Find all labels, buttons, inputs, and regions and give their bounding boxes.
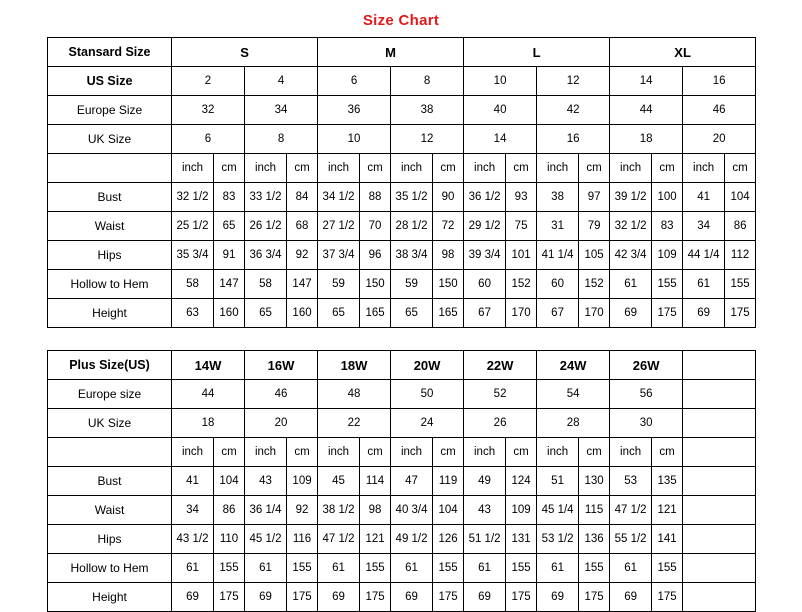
- cell: 68: [287, 212, 318, 241]
- cell: 65: [391, 299, 433, 328]
- cell: 55 1/2: [610, 525, 652, 554]
- cell: 69: [537, 583, 579, 612]
- cell: 32: [172, 96, 245, 125]
- cell: 59: [391, 270, 433, 299]
- standard-size-table: [47, 37, 756, 328]
- cell: 41: [683, 183, 725, 212]
- cell: 58: [245, 270, 287, 299]
- table-row-units: [48, 438, 756, 467]
- plus-size-table-wrap: [0, 350, 802, 612]
- cell: 40: [464, 96, 537, 125]
- cell: 47 1/2: [610, 496, 652, 525]
- cell: 12: [391, 125, 464, 154]
- cell: 60: [537, 270, 579, 299]
- cell: 165: [433, 299, 464, 328]
- cell: 155: [652, 270, 683, 299]
- cell: 175: [360, 583, 391, 612]
- row-spacer: [683, 554, 756, 583]
- unit-cell: cm: [287, 438, 318, 467]
- cell: 39 3/4: [464, 241, 506, 270]
- table-spacer: [0, 328, 802, 350]
- cell: 32 1/2: [610, 212, 652, 241]
- cell: 36 3/4: [245, 241, 287, 270]
- row-label-us-size: US Size: [48, 67, 172, 96]
- cell: 8: [245, 125, 318, 154]
- cell: 150: [433, 270, 464, 299]
- plus-group-18w: 18W: [318, 351, 391, 380]
- cell: 36 1/2: [464, 183, 506, 212]
- cell: 83: [214, 183, 245, 212]
- standard-header-label: Stansard Size: [48, 38, 172, 67]
- cell: 53: [610, 467, 652, 496]
- cell: 152: [579, 270, 610, 299]
- cell: 37 3/4: [318, 241, 360, 270]
- cell: 2: [172, 67, 245, 96]
- cell: 75: [506, 212, 537, 241]
- cell: 18: [172, 409, 245, 438]
- table-row: [48, 299, 756, 328]
- unit-cell: inch: [245, 154, 287, 183]
- cell: 4: [245, 67, 318, 96]
- cell: 61: [610, 554, 652, 583]
- row-label-height: Height: [48, 583, 172, 612]
- cell: 155: [214, 554, 245, 583]
- table-row: [48, 241, 756, 270]
- unit-cell: cm: [214, 154, 245, 183]
- unit-cell: inch: [318, 154, 360, 183]
- row-label-uk-size: UK Size: [48, 125, 172, 154]
- cell: 155: [287, 554, 318, 583]
- cell: 116: [287, 525, 318, 554]
- table-row-units: [48, 154, 756, 183]
- unit-cell: inch: [245, 438, 287, 467]
- cell: 61: [391, 554, 433, 583]
- unit-cell: cm: [214, 438, 245, 467]
- cell: 65: [245, 299, 287, 328]
- cell: 155: [652, 554, 683, 583]
- cell: 61: [610, 270, 652, 299]
- cell: 175: [652, 583, 683, 612]
- table-row: [48, 67, 756, 96]
- unit-cell: inch: [537, 438, 579, 467]
- plus-group-20w: 20W: [391, 351, 464, 380]
- plus-header-label: Plus Size(US): [48, 351, 172, 380]
- cell: 61: [683, 270, 725, 299]
- cell: 47: [391, 467, 433, 496]
- cell: 155: [725, 270, 756, 299]
- table-row: [48, 125, 756, 154]
- plus-group-16w: 16W: [245, 351, 318, 380]
- size-group-l: L: [464, 38, 610, 67]
- row-label-uk-size: UK Size: [48, 409, 172, 438]
- table-row: [48, 496, 756, 525]
- cell: 53 1/2: [537, 525, 579, 554]
- cell: 58: [172, 270, 214, 299]
- cell: 69: [172, 583, 214, 612]
- table-row: [48, 183, 756, 212]
- row-spacer: [683, 496, 756, 525]
- plus-group-14w: 14W: [172, 351, 245, 380]
- cell: 104: [725, 183, 756, 212]
- cell: 59: [318, 270, 360, 299]
- cell: 43: [245, 467, 287, 496]
- cell: 25 1/2: [172, 212, 214, 241]
- cell: 141: [652, 525, 683, 554]
- cell: 12: [537, 67, 610, 96]
- table-row: [48, 96, 756, 125]
- row-label-waist: Waist: [48, 496, 172, 525]
- cell: 124: [506, 467, 537, 496]
- cell: 22: [318, 409, 391, 438]
- cell: 51 1/2: [464, 525, 506, 554]
- cell: 110: [214, 525, 245, 554]
- cell: 69: [610, 583, 652, 612]
- cell: 41 1/4: [537, 241, 579, 270]
- table-row: [48, 554, 756, 583]
- cell: 32 1/2: [172, 183, 214, 212]
- cell: 105: [579, 241, 610, 270]
- unit-cell: cm: [360, 438, 391, 467]
- cell: 175: [506, 583, 537, 612]
- unit-cell: inch: [683, 154, 725, 183]
- cell: 44: [610, 96, 683, 125]
- cell: 130: [579, 467, 610, 496]
- cell: 20: [245, 409, 318, 438]
- cell: 45: [318, 467, 360, 496]
- cell: 18: [610, 125, 683, 154]
- row-label-bust: Bust: [48, 183, 172, 212]
- cell: 170: [579, 299, 610, 328]
- cell: 49: [464, 467, 506, 496]
- table-row-header: [48, 351, 756, 380]
- unit-cell: cm: [579, 438, 610, 467]
- cell: 72: [433, 212, 464, 241]
- cell: 112: [725, 241, 756, 270]
- cell: 8: [391, 67, 464, 96]
- cell: 44: [172, 380, 245, 409]
- unit-cell: inch: [464, 438, 506, 467]
- cell: 98: [360, 496, 391, 525]
- cell: 50: [391, 380, 464, 409]
- row-label-hollow-to-hem: Hollow to Hem: [48, 554, 172, 583]
- cell: 155: [579, 554, 610, 583]
- cell: 69: [464, 583, 506, 612]
- cell: 150: [360, 270, 391, 299]
- cell: 170: [506, 299, 537, 328]
- plus-group-22w: 22W: [464, 351, 537, 380]
- cell: 101: [506, 241, 537, 270]
- table-row-header: [48, 38, 756, 67]
- row-spacer: [683, 467, 756, 496]
- cell: 33 1/2: [245, 183, 287, 212]
- cell: 93: [506, 183, 537, 212]
- unit-cell: cm: [433, 154, 464, 183]
- cell: 16: [683, 67, 756, 96]
- cell: 34: [245, 96, 318, 125]
- unit-cell: cm: [506, 154, 537, 183]
- plus-group-24w: 24W: [537, 351, 610, 380]
- cell: 175: [725, 299, 756, 328]
- cell: 20: [683, 125, 756, 154]
- cell: 70: [360, 212, 391, 241]
- cell: 38 3/4: [391, 241, 433, 270]
- cell: 109: [652, 241, 683, 270]
- cell: 100: [652, 183, 683, 212]
- cell: 46: [683, 96, 756, 125]
- cell: 175: [433, 583, 464, 612]
- row-spacer: [683, 409, 756, 438]
- cell: 56: [610, 380, 683, 409]
- cell: 49 1/2: [391, 525, 433, 554]
- cell: 47 1/2: [318, 525, 360, 554]
- cell: 152: [506, 270, 537, 299]
- cell: 114: [360, 467, 391, 496]
- cell: 135: [652, 467, 683, 496]
- row-label-europe-size: Europe Size: [48, 96, 172, 125]
- row-spacer: [683, 583, 756, 612]
- row-label-hips: Hips: [48, 241, 172, 270]
- cell: 69: [610, 299, 652, 328]
- unit-row-label: [48, 438, 172, 467]
- cell: 51: [537, 467, 579, 496]
- table-row: [48, 525, 756, 554]
- cell: 155: [506, 554, 537, 583]
- cell: 61: [318, 554, 360, 583]
- cell: 54: [537, 380, 610, 409]
- table-row: [48, 467, 756, 496]
- cell: 52: [464, 380, 537, 409]
- cell: 69: [683, 299, 725, 328]
- size-group-xl: XL: [610, 38, 756, 67]
- cell: 131: [506, 525, 537, 554]
- unit-cell: cm: [652, 154, 683, 183]
- cell: 104: [214, 467, 245, 496]
- cell: 88: [360, 183, 391, 212]
- cell: 175: [287, 583, 318, 612]
- cell: 65: [318, 299, 360, 328]
- cell: 40 3/4: [391, 496, 433, 525]
- unit-cell: cm: [506, 438, 537, 467]
- cell: 97: [579, 183, 610, 212]
- table-row: [48, 380, 756, 409]
- cell: 165: [360, 299, 391, 328]
- cell: 44 1/4: [683, 241, 725, 270]
- unit-cell: cm: [725, 154, 756, 183]
- cell: 28: [537, 409, 610, 438]
- table-row: [48, 270, 756, 299]
- cell: 147: [287, 270, 318, 299]
- cell: 92: [287, 241, 318, 270]
- cell: 109: [287, 467, 318, 496]
- cell: 45 1/2: [245, 525, 287, 554]
- cell: 121: [652, 496, 683, 525]
- cell: 104: [433, 496, 464, 525]
- cell: 27 1/2: [318, 212, 360, 241]
- cell: 136: [579, 525, 610, 554]
- cell: 34: [172, 496, 214, 525]
- cell: 30: [610, 409, 683, 438]
- cell: 98: [433, 241, 464, 270]
- cell: 69: [245, 583, 287, 612]
- table-row: [48, 583, 756, 612]
- plus-size-table: [47, 350, 756, 612]
- cell: 79: [579, 212, 610, 241]
- cell: 39 1/2: [610, 183, 652, 212]
- cell: 35 3/4: [172, 241, 214, 270]
- cell: 26: [464, 409, 537, 438]
- cell: 160: [214, 299, 245, 328]
- cell: 31: [537, 212, 579, 241]
- table-row: [48, 212, 756, 241]
- cell: 48: [318, 380, 391, 409]
- cell: 34: [683, 212, 725, 241]
- cell: 28 1/2: [391, 212, 433, 241]
- row-label-europe-size: Europe size: [48, 380, 172, 409]
- cell: 46: [245, 380, 318, 409]
- cell: 36 1/4: [245, 496, 287, 525]
- unit-cell: cm: [433, 438, 464, 467]
- unit-cell: inch: [610, 438, 652, 467]
- cell: 14: [464, 125, 537, 154]
- row-label-height: Height: [48, 299, 172, 328]
- cell: 61: [537, 554, 579, 583]
- cell: 63: [172, 299, 214, 328]
- cell: 67: [537, 299, 579, 328]
- cell: 69: [391, 583, 433, 612]
- cell: 43 1/2: [172, 525, 214, 554]
- cell: 160: [287, 299, 318, 328]
- cell: 61: [245, 554, 287, 583]
- table-row: [48, 409, 756, 438]
- cell: 43: [464, 496, 506, 525]
- cell: 10: [318, 125, 391, 154]
- cell: 14: [610, 67, 683, 96]
- cell: 91: [214, 241, 245, 270]
- plus-size-table-body: [48, 351, 756, 612]
- cell: 67: [464, 299, 506, 328]
- unit-cell: inch: [172, 438, 214, 467]
- cell: 109: [506, 496, 537, 525]
- row-spacer: [683, 438, 756, 467]
- cell: 6: [318, 67, 391, 96]
- cell: 90: [433, 183, 464, 212]
- cell: 119: [433, 467, 464, 496]
- plus-group-26w: 26W: [610, 351, 683, 380]
- unit-cell: inch: [391, 438, 433, 467]
- standard-size-table-wrap: [0, 37, 802, 328]
- cell: 36: [318, 96, 391, 125]
- cell: 38 1/2: [318, 496, 360, 525]
- unit-cell: inch: [172, 154, 214, 183]
- cell: 65: [214, 212, 245, 241]
- cell: 175: [652, 299, 683, 328]
- unit-cell: inch: [391, 154, 433, 183]
- cell: 45 1/4: [537, 496, 579, 525]
- cell: 16: [537, 125, 610, 154]
- row-label-hollow-to-hem: Hollow to Hem: [48, 270, 172, 299]
- row-spacer: [683, 525, 756, 554]
- page-title: Size Chart: [362, 12, 440, 29]
- unit-cell: inch: [318, 438, 360, 467]
- cell: 34 1/2: [318, 183, 360, 212]
- cell: 86: [214, 496, 245, 525]
- unit-row-label: [48, 154, 172, 183]
- row-spacer: [683, 380, 756, 409]
- cell: 42: [537, 96, 610, 125]
- cell: 35 1/2: [391, 183, 433, 212]
- cell: 42 3/4: [610, 241, 652, 270]
- unit-cell: cm: [652, 438, 683, 467]
- cell: 29 1/2: [464, 212, 506, 241]
- cell: 26 1/2: [245, 212, 287, 241]
- cell: 84: [287, 183, 318, 212]
- cell: 61: [464, 554, 506, 583]
- cell: 38: [391, 96, 464, 125]
- cell: 175: [579, 583, 610, 612]
- cell: 83: [652, 212, 683, 241]
- row-label-hips: Hips: [48, 525, 172, 554]
- size-group-s: S: [172, 38, 318, 67]
- cell: 96: [360, 241, 391, 270]
- cell: 24: [391, 409, 464, 438]
- cell: 126: [433, 525, 464, 554]
- cell: 60: [464, 270, 506, 299]
- unit-cell: inch: [464, 154, 506, 183]
- cell: 92: [287, 496, 318, 525]
- cell: 115: [579, 496, 610, 525]
- unit-cell: cm: [360, 154, 391, 183]
- cell: 10: [464, 67, 537, 96]
- plus-header-spacer: [683, 351, 756, 380]
- cell: 147: [214, 270, 245, 299]
- size-group-m: M: [318, 38, 464, 67]
- cell: 155: [433, 554, 464, 583]
- unit-cell: inch: [610, 154, 652, 183]
- cell: 38: [537, 183, 579, 212]
- row-label-waist: Waist: [48, 212, 172, 241]
- cell: 155: [360, 554, 391, 583]
- standard-size-table-body: [48, 38, 756, 328]
- unit-cell: inch: [537, 154, 579, 183]
- unit-cell: cm: [287, 154, 318, 183]
- row-label-bust: Bust: [48, 467, 172, 496]
- cell: 86: [725, 212, 756, 241]
- cell: 41: [172, 467, 214, 496]
- unit-cell: cm: [579, 154, 610, 183]
- cell: 121: [360, 525, 391, 554]
- cell: 69: [318, 583, 360, 612]
- cell: 6: [172, 125, 245, 154]
- cell: 61: [172, 554, 214, 583]
- cell: 175: [214, 583, 245, 612]
